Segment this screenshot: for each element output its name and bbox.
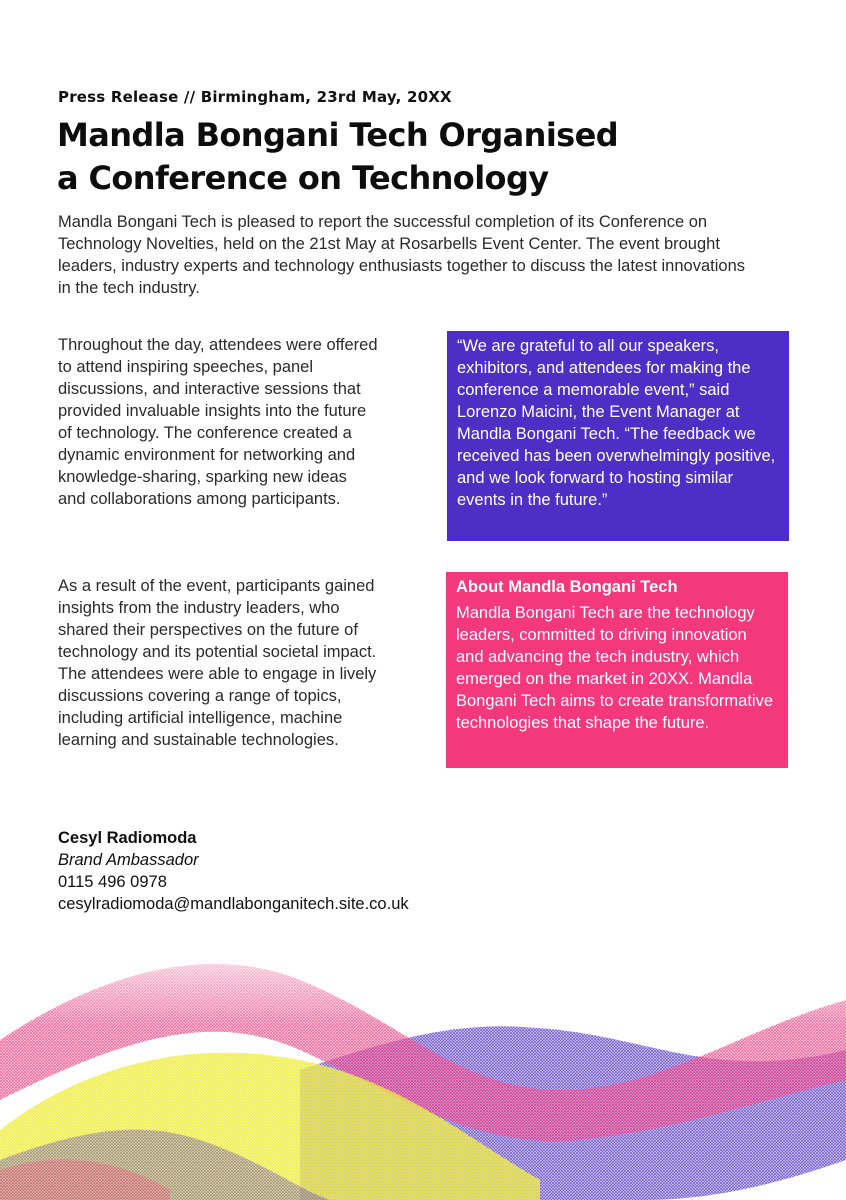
- about-text: Mandla Bongani Tech are the technology leaders, committed to driving innovation and advancing the tech industry, which emerged on the market in 20XX. Mandla Bongani Tech aims to create transformative technologies that shape the future.: [456, 604, 774, 732]
- press-release-dateline: Press Release // Birmingham, 23rd May, 20XX: [58, 88, 452, 106]
- contact-block: [58, 827, 409, 915]
- headline-line-1: Mandla Bongani Tech Organised: [57, 116, 619, 154]
- contact-email: cesylradiomoda@mandlabonganitech.site.co.uk: [58, 895, 409, 913]
- intro-paragraph: Mandla Bongani Tech is pleased to report the successful completion of its Conference on Technology Novelties, held on the 21st May at Rosarbells Event Center. The event brought leaders, industry experts and technology enthusiasts together to discuss the latest innovations in the tech industry.: [58, 213, 745, 297]
- decorative-waves: [0, 930, 846, 1200]
- headline: [57, 114, 797, 200]
- about-title: About Mandla Bongani Tech: [456, 578, 678, 596]
- quote-text: “We are grateful to all our speakers, exhibitors, and attendees for making the conference a memorable event,” said Lorenzo Maicini, the Event Manager at Mandla Bongani Tech. “The feedback we received has been overwhelmingly positive, and we look forward to hosting similar events in the future.”: [457, 337, 776, 509]
- body-paragraph-1: Throughout the day, attendees were offered to attend inspiring speeches, panel discussions, and interactive sessions that provided invaluable insights into the future of technology. The conference created a dynamic environment for networking and knowledge-sharing, sparking new ideas and collaborations among participants.: [58, 336, 378, 508]
- about-box: [446, 572, 788, 768]
- headline-line-2: a Conference on Technology: [57, 159, 549, 197]
- contact-phone: 0115 496 0978: [58, 873, 167, 891]
- contact-name: Cesyl Radiomoda: [58, 829, 197, 847]
- contact-role: Brand Ambassador: [58, 851, 199, 869]
- body-paragraph-2: As a result of the event, participants gained insights from the industry leaders, who shared their perspectives on the future of technology and its potential societal impact. The attendees were able to engage in lively discussions covering a range of topics, including artificial intelligence, machine learning and sustainable technologies.: [58, 577, 377, 749]
- quote-box: [447, 331, 789, 541]
